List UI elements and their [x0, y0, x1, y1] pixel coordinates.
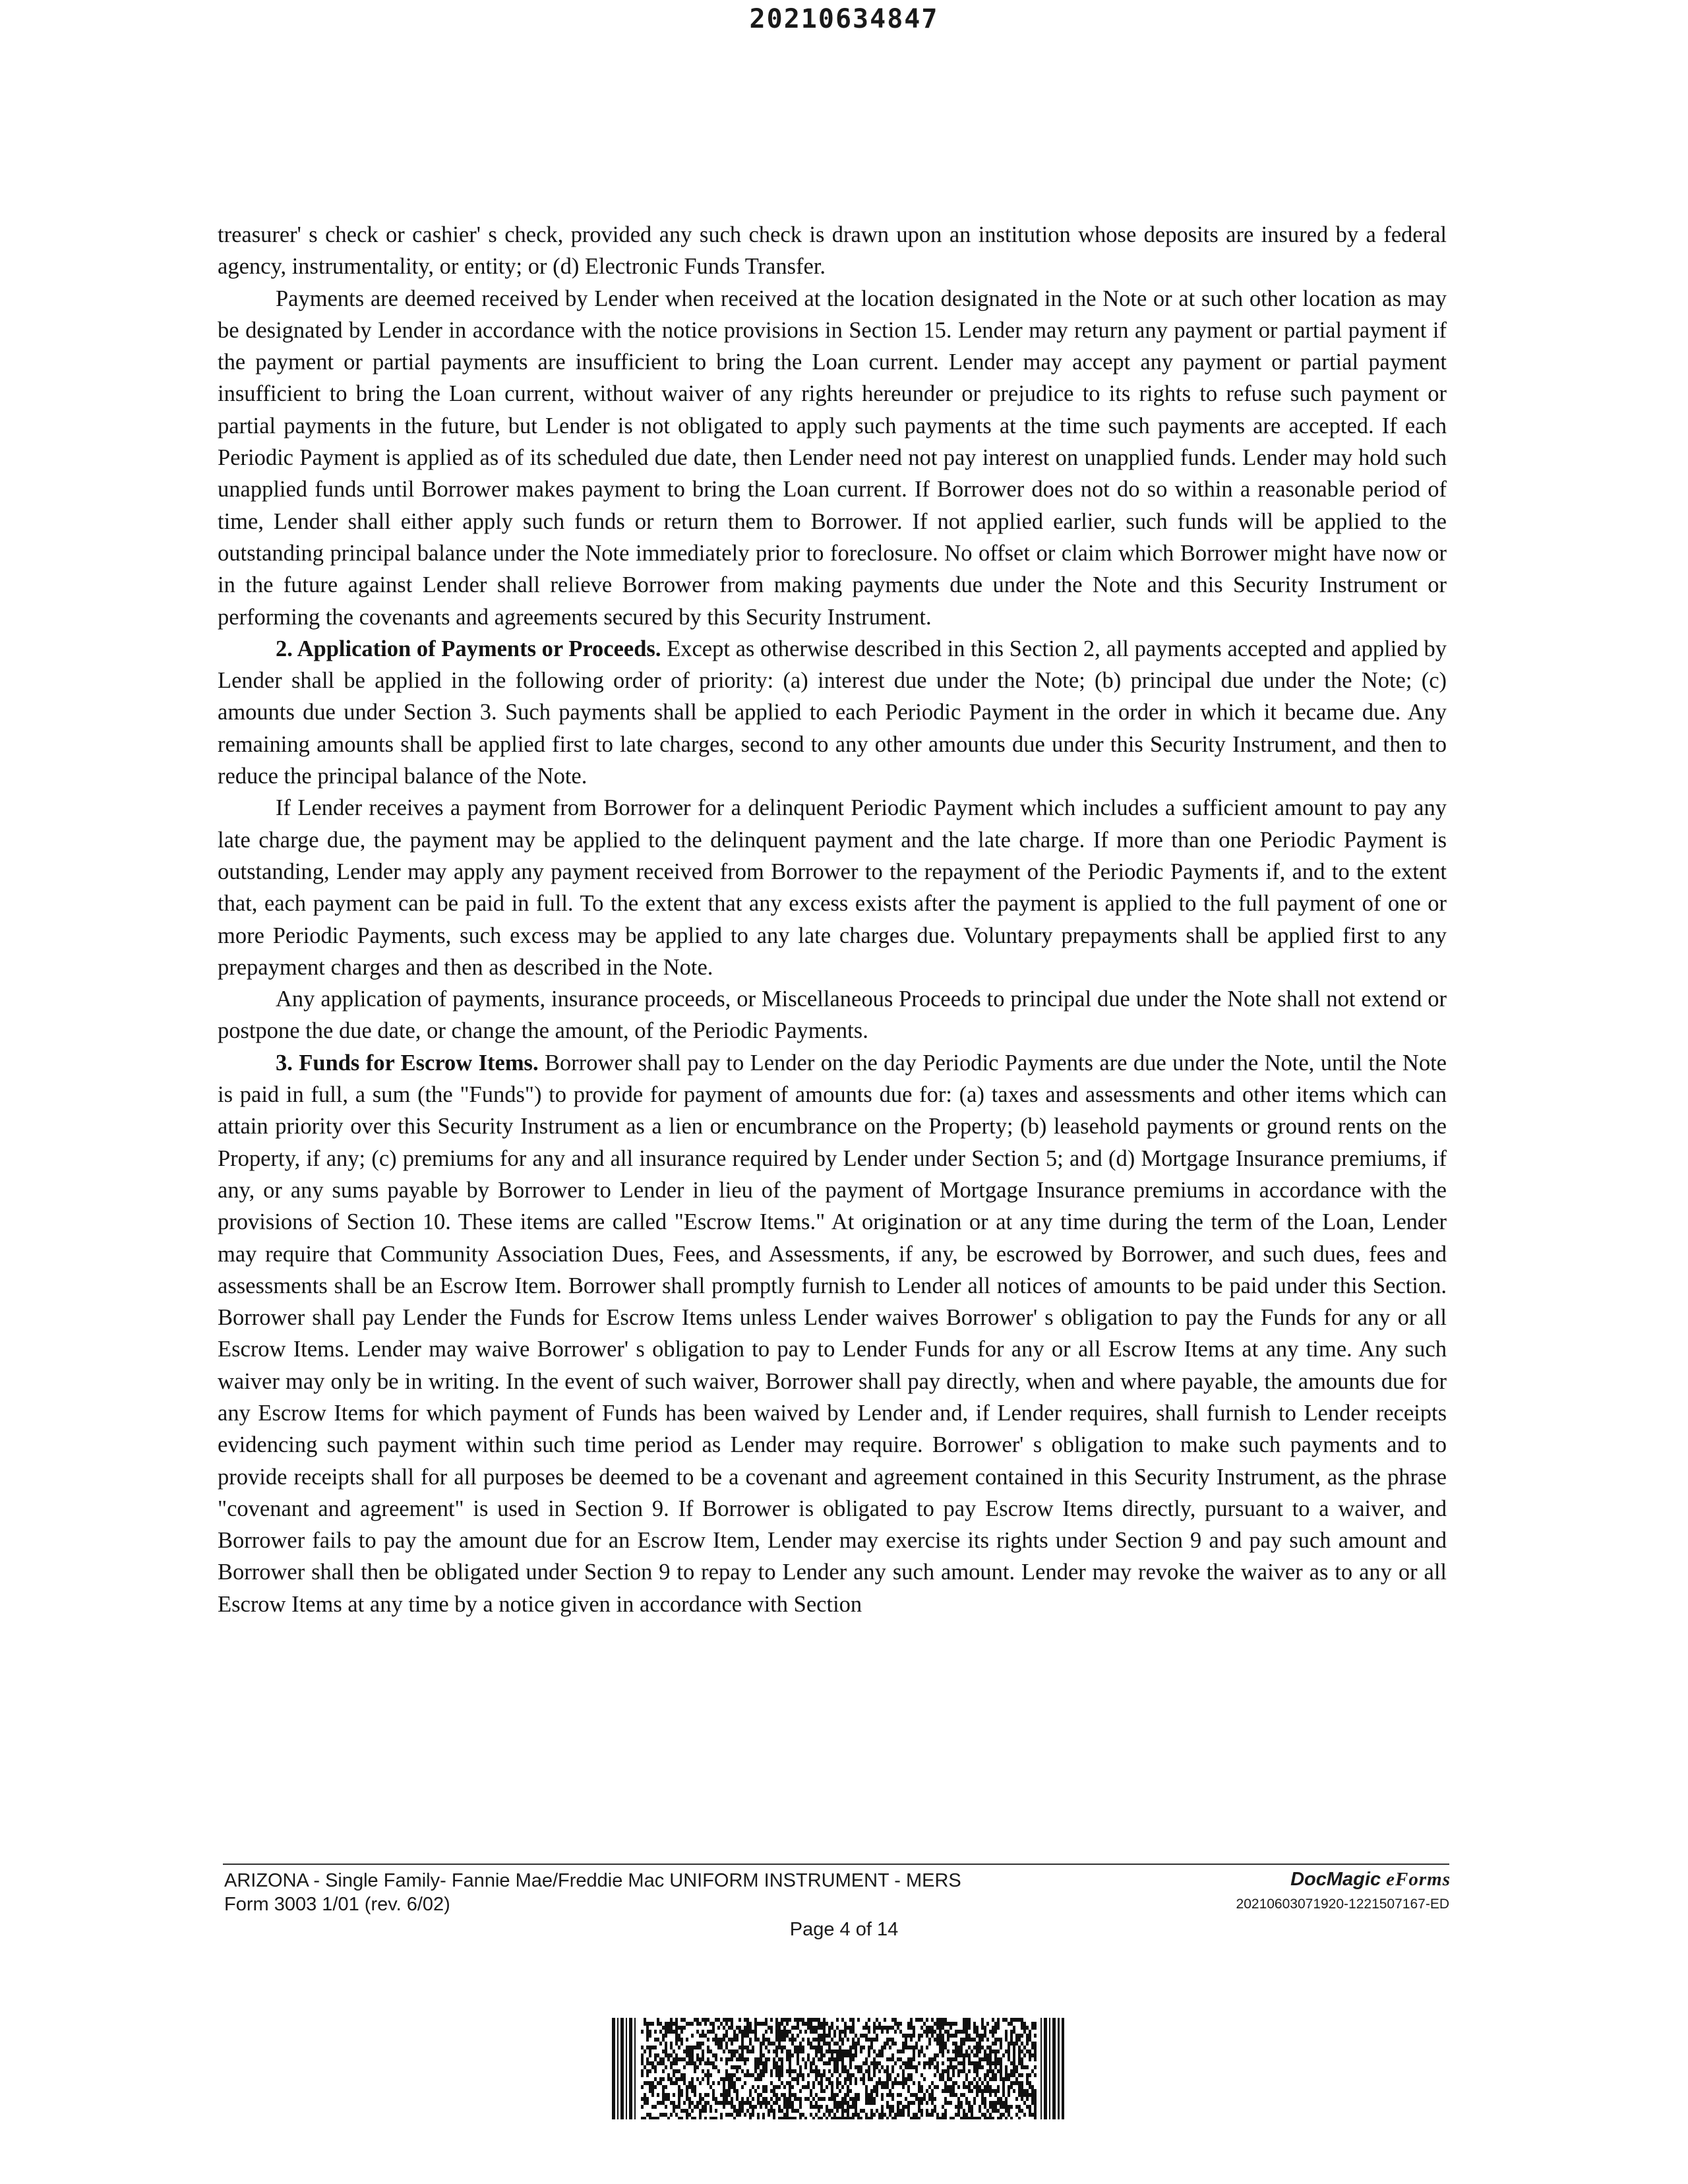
footer-document-id: 20210603071920-1221507167-ED [1236, 1896, 1449, 1912]
paragraph-delinquent-payment: If Lender receives a payment from Borrower for a delinquent Periodic Payment which includes a sufficient amount to pay any late charge due, the payment may be applied to the delinquent payment and the late charge. If more than one Periodic Payment is outstanding, Lender may apply any payment received from Borrower to the repayment of the Periodic Payments if, and to the extent that, each payment can be paid in full. To the extent that any excess exists after the payment is applied to the full payment of one or more Periodic Payments, such excess may be applied to any late charges due. Voluntary prepayments shall be applied first to any prepayment charges and then as described in the Note. [218, 795, 1447, 980]
page-number: Page 4 of 14 [789, 1919, 899, 1940]
section-2-application-of-payments [218, 633, 1447, 792]
section-2-text: Except as otherwise described in this Section 2, all payments accepted and applied by Lender shall be applied in the following order of priority: (a) interest due under the Note; (b) principal due under the Note; (c) amounts due under Section 3. Such payments shall be applied to each Periodic Payment in the order in which it became due. Any remaining amounts shall be applied first to late charges, second to any other amounts due under this Security Instrument, and then to reduce the principal balance of the Note. [218, 636, 1447, 789]
paragraph-payments-received: Payments are deemed received by Lender when received at the location designated in the Note or at such other location as may be designated by Lender in accordance with the notice provisions in Section 15. Lender may return any payment or partial payment if the payment or partial payments are insufficient to bring the Loan current. Lender may accept any payment or partial payment insufficient to bring the Loan current, without waiver of any rights hereunder or prejudice to its rights to refuse such payment or partial payments in the future, but Lender is not obligated to apply such payments at the time such payments are accepted. If each Periodic Payment is applied as of its scheduled due date, then Lender need not pay interest on unapplied funds. Lender may hold such unapplied funds until Borrower makes payment to bring the Loan current. If Borrower does not do so within a reasonable period of time, Lender shall either apply such funds or return them to Borrower. If not applied earlier, such funds will be applied to the outstanding principal balance under the Note immediately prior to foreclosure. No offset or claim which Borrower might have now or in the future against Lender shall relieve Borrower from making payments due under the Note and this Security Instrument or performing the covenants and agreements secured by this Security Instrument. [218, 286, 1447, 630]
paragraph-check-types: treasurer' s check or cashier' s check, provided any such check is drawn upon an institution whose deposits are insured by a federal agency, instrumentality, or entity; or (d) Electronic Funds Transfer. [218, 222, 1447, 280]
brand-name: DocMagic [1290, 1869, 1381, 1890]
section-3-funds-for-escrow [218, 1047, 1447, 1620]
section-3-text: Borrower shall pay to Lender on the day Periodic Payments are due under the Note, until the Note is paid in full, a sum (the "Funds") to provide for payment of amounts due for: (a) taxes and assessments and other items which can attain priority over this Security Instrument as a lien or encumbrance on the Property; (b) leasehold payments or ground rents on the Property, if any; (c) premiums for any and all insurance required by Lender under Section 5; and (d) Mortgage Insurance premiums, if any, or any sums payable by Borrower to Lender in lieu of the payment of Mortgage Insurance premiums in accordance with the provisions of Section 10. These items are called "Escrow Items." At origination or at any time during the term of the Loan, Lender may require that Community Association Dues, Fees, and Assessments, if any, be escrowed by Borrower, and such dues, fees and assessments shall be an Escrow Item. Borrower shall promptly furnish to Lender all notices of amounts to be paid under this Section. Borrower shall pay Lender the Funds for Escrow Items unless Lender waives Borrower' s obligation to pay the Funds for any or all Escrow Items. Lender may waive Borrower' s obligation to pay to Lender Funds for any or all Escrow Items at any time. Any such waiver may only be in writing. In the event of such waiver, Borrower shall pay directly, when and where payable, the amounts due for any Escrow Items for which payment of Funds has been waived by Lender and, if Lender requires, shall furnish to Lender receipts evidencing such payment within such time period as Lender may require. Borrower' s obligation to make such payments and to provide receipts shall for all purposes be deemed to be a covenant and agreement contained in this Security Instrument, as the phrase "covenant and agreement" is used in Section 9. If Borrower is obligated to pay Escrow Items directly, pursuant to a waiver, and Borrower fails to pay the amount due for an Escrow Item, Lender may exercise its rights under Section 9 and pay such amount and Borrower shall then be obligated under Section 9 to repay to Lender any such amount. Lender may revoke the waiver as to any or all Escrow Items at any time by a notice given in accordance with Section [218, 1050, 1447, 1617]
paragraph-application-of-proceeds: Any application of payments, insurance proceeds, or Miscellaneous Proceeds to principal due under the Note shall not extend or postpone the due date, or change the amount, of the Periodic Payments. [218, 986, 1447, 1044]
section-2-heading: 2. Application of Payments or Proceeds. [276, 636, 661, 661]
recording-number: 20210634847 [749, 4, 939, 34]
footer-form-number: Form 3003 1/01 (rev. 6/02) [224, 1894, 450, 1915]
barcode-image [612, 2018, 1064, 2119]
docmagic-logo [1290, 1869, 1451, 1891]
section-3-heading: 3. Funds for Escrow Items. [276, 1050, 539, 1076]
footer-divider [223, 1864, 1449, 1865]
document-body [218, 219, 1447, 1620]
brand-suffix: eForms [1386, 1869, 1451, 1890]
footer-form-title: ARIZONA - Single Family- Fannie Mae/Freddie Mac UNIFORM INSTRUMENT - MERS [224, 1870, 961, 1891]
